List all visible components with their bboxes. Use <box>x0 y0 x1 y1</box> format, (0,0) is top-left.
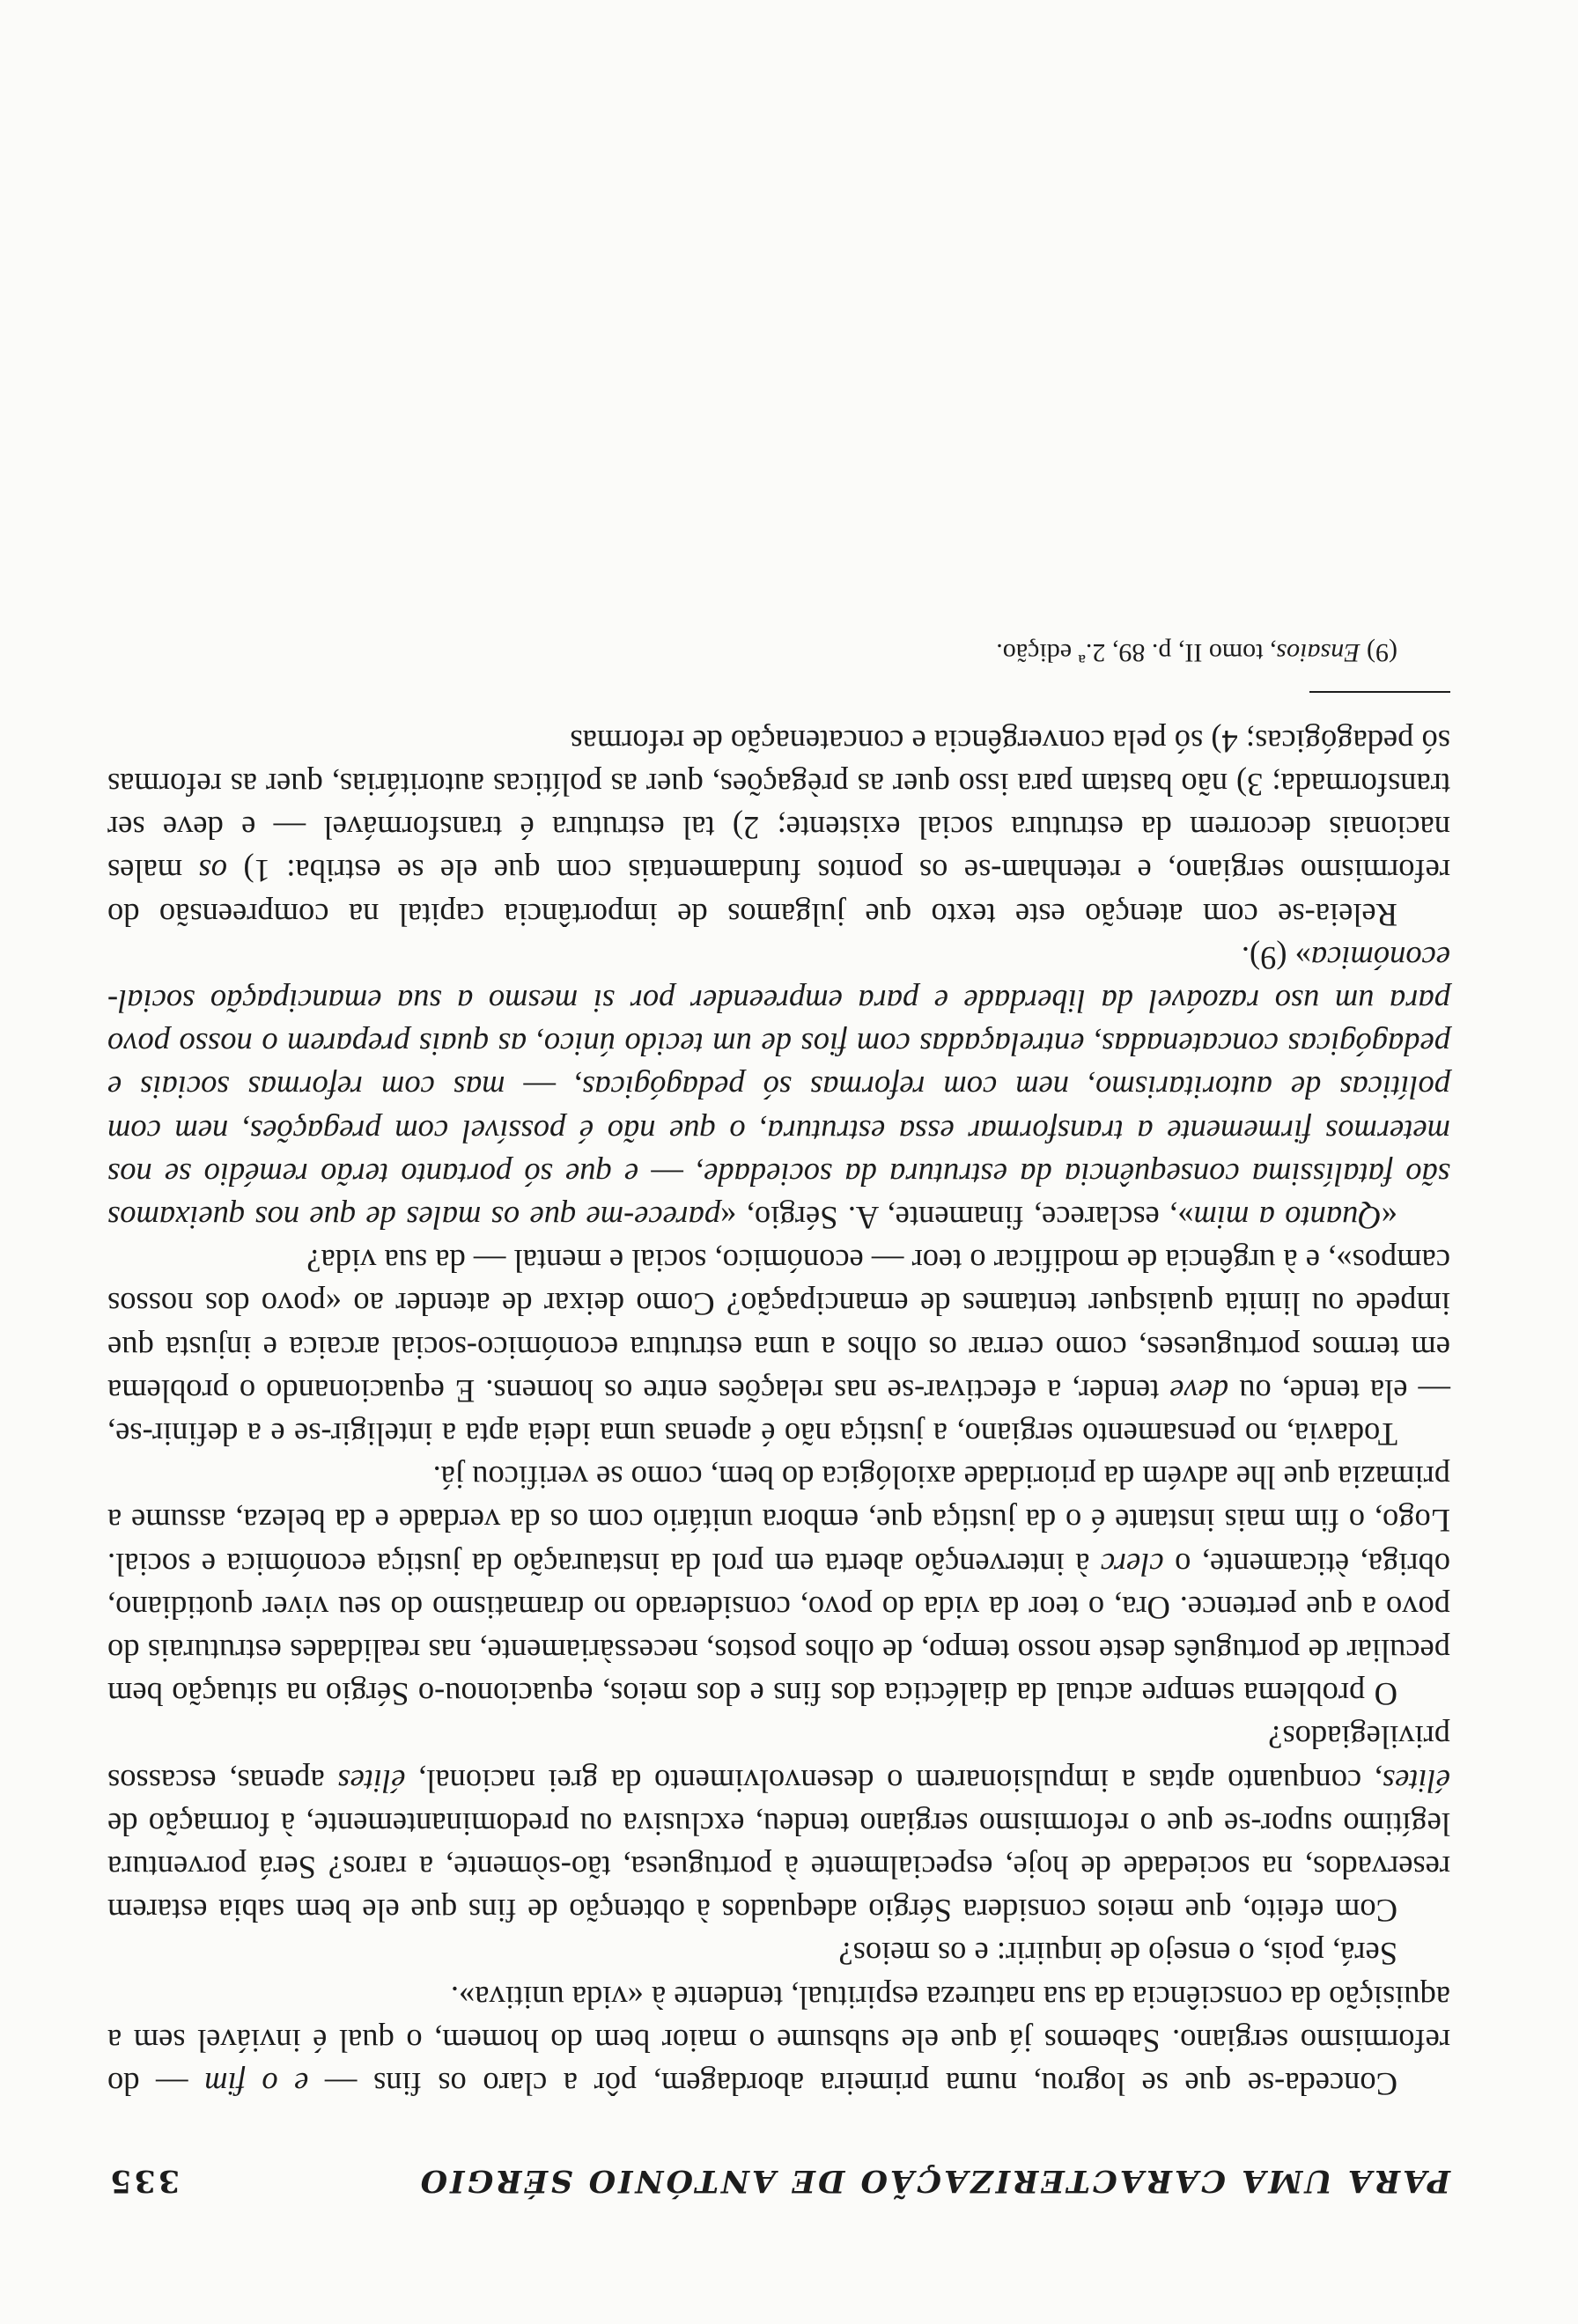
footnote-separator-rule <box>1309 692 1450 694</box>
page-content <box>107 636 1450 2200</box>
text-run: apenas, escassos privilegiados? <box>107 1719 1450 1799</box>
text-run: » (9). <box>1241 939 1311 976</box>
text-run: , — <box>505 1070 583 1107</box>
italic-text-run: élites <box>337 1762 406 1799</box>
footnote <box>107 636 1450 671</box>
paragraph <box>107 1932 1450 1975</box>
text-run: Com efeito, que meios considera Sérgio adequados à obtenção de fins que ele bem sabia estarem reservados, na sociedade de hoje, especialmente à portuguesa, tão-sòmente, a raros? Será porventura legítimo supor-se que o reformismo sergiano tendeu, exclusiva ou predominantemente, à formação de <box>107 1806 1450 1930</box>
italic-text-run: Quanto a mim <box>1193 1199 1382 1236</box>
text-run: , — <box>638 1156 704 1193</box>
italic-text-run: élites <box>1382 1762 1450 1799</box>
italic-text-run: e o fim <box>204 2066 309 2102</box>
text-run: — do reformismo sergiano. Sabemos já que ele subsume o maior bem do homem, o qual é inviável sem a aquisição da consciência da sua natureza espiritual, tendente à «vida unitiva». <box>107 1979 1450 2102</box>
italic-text-run: parece-me que os males de que nos queixamos são fatalíssima consequência da estrutura da sociedade <box>107 1156 1450 1236</box>
text-run: tender, a efectivar-se nas relações entre os homens. E equacionando o problema em termos portugueses, como cerrar os olhos a uma estrutura económico-social arcaica e injusta que impede ou limita quaisquer tentames de emancipação? Como deixar de atender ao «povo dos nossos campos», e à urgência de modificar o teor — económico, social e mental — da sua vida? <box>107 1243 1450 1409</box>
text-run: (9) <box>1360 638 1397 668</box>
paragraph <box>107 1239 1450 1456</box>
italic-text-run: mas com reformas sociais e pedagógicas concatenadas, entrelaçadas com fios de um tecido único, as quais preparem o nosso povo para um uso razoável da liberdade e para empreender por si mesmo a sua emancipação social-económica <box>107 939 1450 1107</box>
running-head <box>107 2157 1450 2199</box>
text-run: , tomo II, p. 89, 2.ª edição. <box>996 638 1277 668</box>
paragraph <box>107 1456 1450 1716</box>
running-head-title: PARA UMA CARACTERIZAÇÃO DE ANTÓNIO SÉRGIO <box>417 2163 1450 2199</box>
text-run: « <box>1381 1199 1397 1236</box>
italic-text-run: os <box>198 853 228 890</box>
text-run: Releia-se com atenção este texto que julgamos de importância capital na compreensão do reformismo sergiano, e retenham-se os pontos fundamentais com que ele se estriba: 1) <box>107 853 1450 933</box>
paragraph <box>107 1975 1450 2106</box>
text-run: Conceda-se que se logrou, numa primeira abordagem, pôr a claro os fins — <box>308 2066 1397 2102</box>
paragraph <box>107 720 1450 937</box>
italic-text-run: deve <box>1169 1372 1229 1409</box>
paragraph <box>107 937 1450 1239</box>
text-run: Será, pois, o ensejo de inquirir: e os meios? <box>838 1936 1397 1973</box>
text-run: , conquanto aptas a impulsionarem o desenvolvimento da grei nacional, <box>405 1762 1383 1799</box>
italic-text-run: clerc <box>1101 1546 1164 1583</box>
paragraph <box>107 1716 1450 1932</box>
text-run: Todavia, no pensamento sergiano, a justiça não é apenas uma ideia apta a inteligir-se e a definir-se, — ela tende, ou <box>107 1372 1450 1452</box>
text-run: à intervenção aberta em prol da instauração da justiça económica e social. Logo, o fim mais instante é o da justiça que, embora unitário com os da verdade e da beleza, assume a primazia que lhe advém da prioridade axiológica do bem, como se verificou já. <box>107 1460 1450 1583</box>
page-number: 335 <box>107 2163 181 2199</box>
text-run: O problema sempre actual da dialéctica dos fins e dos meios, equacionou-o Sérgio na situação bem peculiar de português deste nosso tempo, de olhos postos, necessàriamente, nas realidades estruturais do povo a que pertence. Ora, o teor da vida do povo, considerado no dramatismo do seu viver quotidiano, obriga, èticamente, o <box>107 1546 1450 1713</box>
italic-text-run: e que só portanto terão remédio se nos metermos firmemente a transformar essa estrutura, o que não é possível com pregações, nem com políticas de autoritarismo, nem com reformas só pedagógicas <box>107 1070 1450 1193</box>
text-run: », esclarece, finamente, A. Sérgio, « <box>720 1199 1194 1236</box>
body-text <box>107 720 1450 2107</box>
italic-text-run: Ensaios <box>1276 638 1360 668</box>
text-run: males nacionais decorrem da estrutura social existente; 2) tal estrutura é transformável — e deve ser transformada; 3) não bastam para isso quer as prègações, quer as políticas autoritárias, quer as reformas só pedagógicas; 4) só pela convergência e concatenação de reformas <box>107 723 1450 890</box>
